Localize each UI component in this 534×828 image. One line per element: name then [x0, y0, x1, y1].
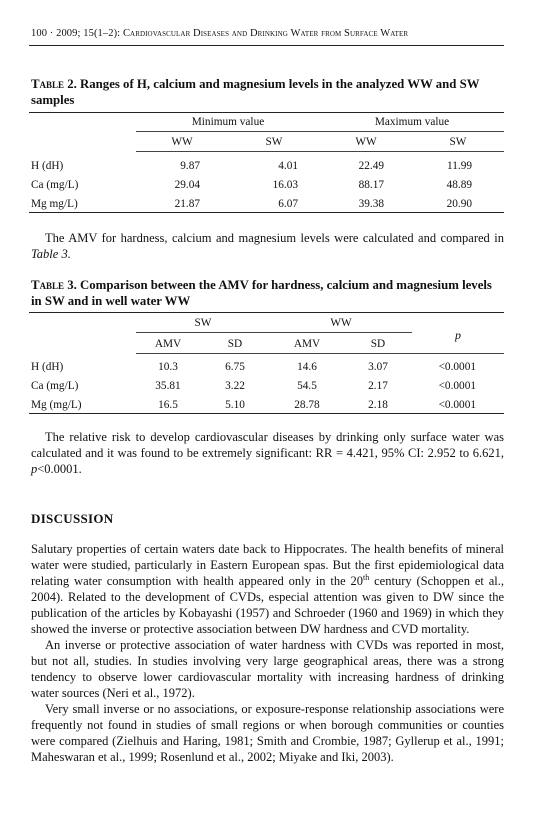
row-label: H (dH): [31, 360, 64, 373]
table2-body: [31, 156, 504, 213]
cell: <0.0001: [438, 379, 476, 392]
paragraph-table3-intro: [31, 230, 504, 262]
cell: 2.17: [368, 379, 388, 392]
paragraph-text: The AMV for hardness, calcium and magnesium levels were calculated and compared in: [45, 231, 504, 245]
table2-group-rule: [136, 131, 504, 132]
cell: 14.6: [297, 360, 317, 373]
table3-p-header: p: [455, 328, 461, 342]
table-row: [31, 175, 504, 194]
cell: 28.78: [294, 398, 320, 411]
row-label: H (dH): [31, 159, 64, 172]
cell: 5.10: [225, 398, 245, 411]
cell: <0.0001: [438, 398, 476, 411]
discussion-paragraph: An inverse or protective association of water hardness with CVDs was reported in most, but not all, studies. In studies involving very large geographical areas, there was a strong tendency to observe lower cardiovascular mortality with increasing hardness of drinking water sources (Neri et al., 1972).: [31, 638, 504, 700]
table-row: [31, 376, 504, 395]
paragraph-relative-risk: [31, 429, 504, 477]
paragraph-text: <0.0001.: [37, 462, 82, 476]
header-rule: [29, 45, 504, 46]
table-row: [31, 395, 504, 414]
table3-reference: Table 3.: [31, 247, 71, 261]
running-head-issue: 100 · 2009; 15(1–2):: [31, 28, 121, 39]
cell: 48.89: [446, 178, 472, 191]
table-row: [31, 357, 504, 376]
row-label: Mg (mg/L): [31, 398, 82, 411]
row-label: Ca (mg/L): [31, 178, 79, 191]
table-row: [31, 156, 504, 175]
discussion-body: [31, 541, 504, 765]
table2-group-header-max: Maximum value: [374, 116, 450, 128]
cell: 9.87: [180, 159, 200, 172]
table3-sub-rule: [136, 353, 504, 354]
cell: 2.18: [368, 398, 388, 411]
cell: 20.90: [446, 197, 472, 210]
table3-subheader: AMV: [293, 338, 321, 350]
cell: 88.17: [358, 178, 384, 191]
cell: 16.5: [158, 398, 178, 411]
cell: 6.75: [225, 360, 245, 373]
cell: 21.87: [174, 197, 200, 210]
table2-group-header-min: Minimum value: [191, 116, 265, 128]
paragraph-text: Salutary properties of certain waters date back to Hippocrates. The health benefits of mineral water were studied, particularly in Eastern European spas. But the first epidemiological data relating water consumption with health appeared only in the 20: [31, 542, 504, 588]
table2-subheader: WW: [355, 136, 377, 148]
cell: 4.01: [278, 159, 298, 172]
table2-sub-rule: [136, 151, 504, 152]
section-heading-discussion: DISCUSSION: [31, 511, 114, 526]
cell: 3.07: [368, 360, 388, 373]
cell: 54.5: [297, 379, 317, 392]
table3-group-header-ww: WW: [330, 317, 352, 329]
table2-subheader: WW: [171, 136, 193, 148]
discussion-paragraph: Very small inverse or no associations, or exposure-response relationship associations were frequently not found in studies of small regions or when borough communities or counties were compared (Zielhuis and Haring, 1981; Smith and Crombie, 1987; Gyllerup et al., 1991; Maheswaran et al., 1999; Rosenlund et al., 2002; Miyake and Iki, 2003).: [31, 702, 504, 764]
cell: 35.81: [155, 379, 181, 392]
paragraph-text: The relative risk to develop cardiovascular diseases by drinking only surface water was calculated and it was found to be extremely significant: RR = 4.421, 95% CI: 2.952 to 6.621,: [31, 430, 504, 460]
row-label: Mg mg/L): [31, 197, 78, 210]
table2-subheader: SW: [265, 136, 283, 148]
cell: 10.3: [158, 360, 178, 373]
table2-subheader: SW: [449, 136, 467, 148]
table2-caption-lead: Table 2.: [31, 77, 77, 91]
cell: 39.38: [358, 197, 384, 210]
cell: 16.03: [272, 178, 298, 191]
table3-caption-lead: Table 3.: [31, 278, 77, 292]
paragraph-text: century (Schoppen et al., 2004). Related to the development of CVDs, especial attention was given to DW since the publication of the articles by Kobayashi (1957) and Schroeder (1960 and 1969) in which they showed the inverse or protective association between DW hardness and CVD mortality.: [31, 574, 504, 636]
running-head-title: Cardiovascular Diseases and Drinking Water from Surface Water: [122, 28, 409, 39]
cell: 3.22: [225, 379, 245, 392]
cell: 11.99: [447, 159, 472, 172]
table3-caption: [31, 277, 505, 309]
running-head: [31, 28, 408, 39]
table3-body: [31, 357, 504, 414]
cell: 22.49: [358, 159, 384, 172]
table3-subheader: SD: [370, 338, 386, 350]
table2-caption: [31, 76, 505, 108]
table3-subheader: SD: [227, 338, 243, 350]
table2-top-rule: [29, 112, 504, 113]
table3-caption-text: Comparison between the AMV for hardness, calcium and magnesium levels in SW and in well water WW: [31, 278, 492, 308]
table3-top-rule: [29, 312, 504, 313]
table2-caption-text: Ranges of H, calcium and magnesium levels in the analyzed WW and SW samples: [31, 77, 480, 107]
discussion-paragraph: [31, 541, 504, 637]
row-label: Ca (mg/L): [31, 379, 79, 392]
table-row: [31, 194, 504, 213]
superscript: th: [363, 572, 370, 582]
p-symbol: p: [31, 462, 38, 476]
cell: 6.07: [278, 197, 298, 210]
table3-group-rule: [136, 332, 412, 333]
table3-group-header-sw: SW: [194, 317, 212, 329]
cell: 29.04: [174, 178, 200, 191]
cell: <0.0001: [438, 360, 476, 373]
table3-subheader: AMV: [154, 338, 182, 350]
